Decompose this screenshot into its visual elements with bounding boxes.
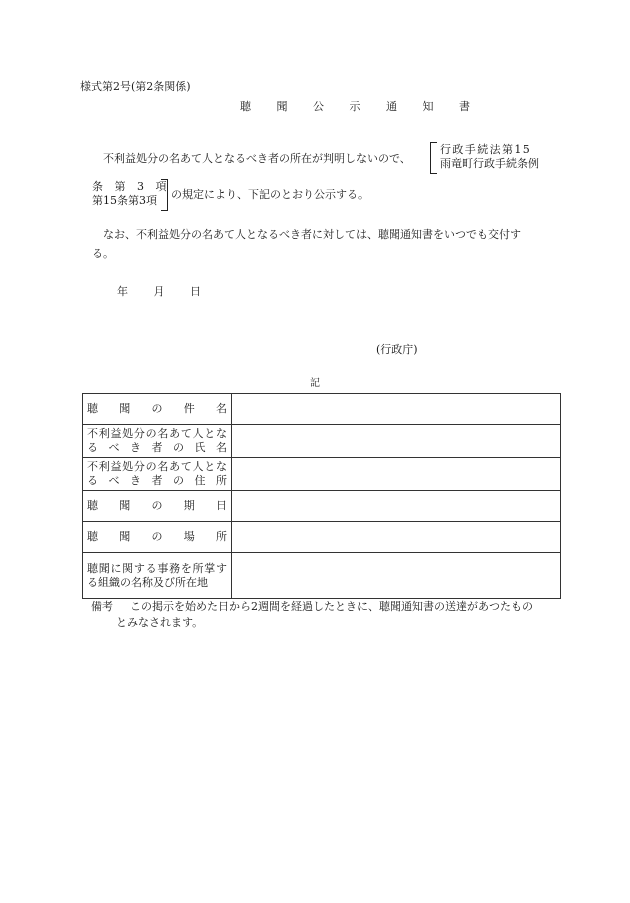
row-value-recipient-address[interactable] — [232, 458, 561, 491]
hearing-details-table — [82, 393, 561, 599]
law-option-bracket — [430, 142, 437, 174]
row-label-recipient-name: 不利益処分の名あて人となるべき者の氏名 — [83, 425, 232, 458]
article-option-1: 条 第 3 項 — [92, 180, 171, 193]
agency-label: (行政庁) — [376, 343, 418, 356]
table-row — [83, 394, 561, 425]
ki-heading: 記 — [310, 378, 320, 389]
row-label-organization: 聴聞に関する事務を所掌する組織の名称及び所在地 — [83, 553, 232, 599]
table-row — [83, 522, 561, 553]
row-value-organization[interactable] — [232, 553, 561, 599]
remarks-line1: この掲示を始めた日から2週間を経過したときに、聴聞通知書の送達があつたもの — [130, 600, 533, 613]
row-label-hearing-place: 聴 聞 の 場 所 — [83, 522, 232, 553]
date-line: 年 月 日 — [117, 285, 201, 298]
table-row — [83, 553, 561, 599]
article-option-2: 第15条第3項 — [92, 194, 157, 207]
table-row — [83, 425, 561, 458]
row-value-case-name[interactable] — [232, 394, 561, 425]
row-value-hearing-date[interactable] — [232, 491, 561, 522]
law-option-2: 雨竜町行政手続条例 — [440, 157, 539, 170]
paragraph1-lead: 不利益処分の名あて人となるべき者の所在が判明しないので、 — [103, 152, 411, 165]
row-value-recipient-name[interactable] — [232, 425, 561, 458]
table-row — [83, 491, 561, 522]
row-value-hearing-place[interactable] — [232, 522, 561, 553]
table-row — [83, 458, 561, 491]
row-label-hearing-date: 聴 聞 の 期 日 — [83, 491, 232, 522]
paragraph2-line2: る。 — [92, 247, 114, 260]
paragraph1-continuation: の規定により、下記のとおり公示する。 — [171, 188, 369, 201]
law-option-1: 行政手続法第15 — [440, 143, 532, 156]
remarks-line2: とみなされます。 — [116, 616, 204, 629]
row-label-case-name: 聴 聞 の 件 名 — [83, 394, 232, 425]
document-title: 聴 聞 公 示 通 知 書 — [240, 100, 481, 113]
remarks-label: 備考 — [91, 600, 113, 613]
article-option-bracket — [161, 179, 168, 211]
row-label-recipient-address: 不利益処分の名あて人となるべき者の住所 — [83, 458, 232, 491]
paragraph2-line1: なお、不利益処分の名あて人となるべき者に対しては、聴聞通知書をいつでも交付す — [103, 228, 521, 241]
form-number-label: 様式第2号(第2条関係) — [80, 80, 191, 93]
